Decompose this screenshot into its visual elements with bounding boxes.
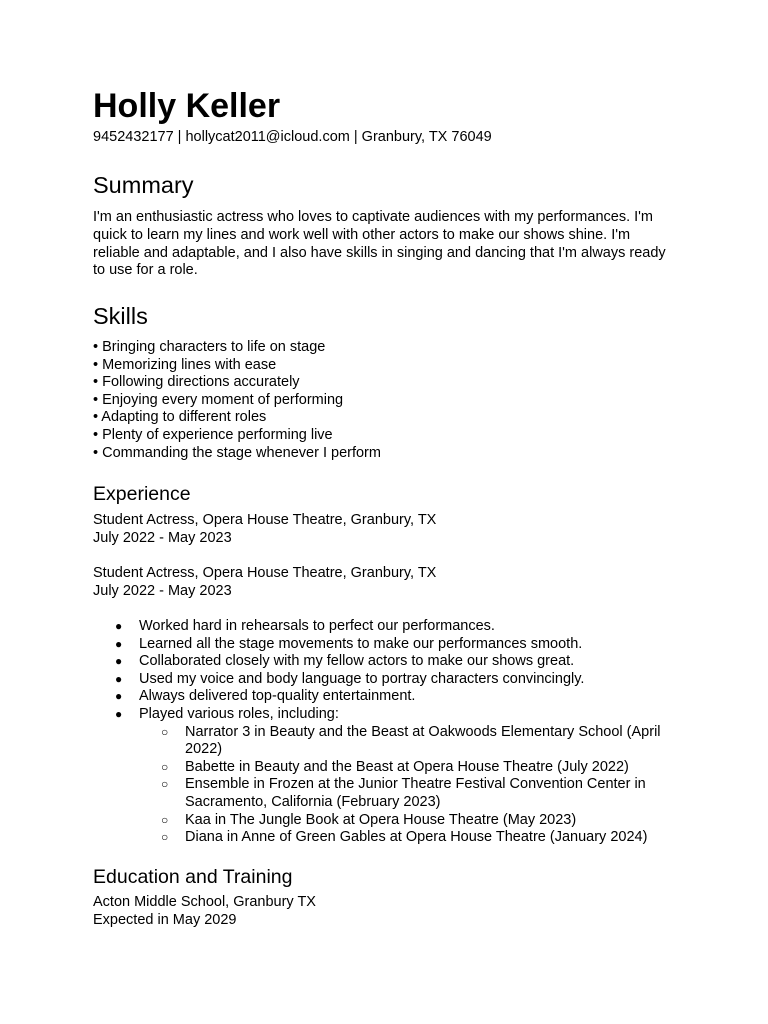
experience-bullets (93, 618, 678, 847)
job-title: Student Actress, Opera House Theatre, Granbury, TX (93, 512, 437, 528)
bullet-text: Collaborated closely with my fellow actors to make our shows great. (139, 653, 575, 670)
experience-heading: Experience (93, 483, 191, 505)
role-item (139, 776, 678, 811)
education-heading: Education and Training (93, 866, 293, 888)
skill-item: • Bringing characters to life on stage (93, 339, 326, 355)
candidate-name: Holly Keller (93, 87, 281, 125)
bullet-text: Learned all the stage movements to make our performances smooth. (139, 635, 583, 652)
experience-entry (93, 512, 436, 547)
job-dates: July 2022 - May 2023 (93, 582, 232, 599)
bullet-icon: ● (115, 671, 123, 686)
skill-item: • Enjoying every moment of performing (93, 391, 344, 408)
roles-list (139, 724, 678, 847)
role-item (139, 759, 678, 777)
skill-item: • Memorizing lines with ease (93, 356, 277, 373)
bullet-text: Worked hard in rehearsals to perfect our performances. (139, 618, 495, 634)
skills-heading: Skills (93, 303, 148, 329)
role-text: Ensemble in Frozen at the Junior Theatre Festival Convention Center in Sacramento, California (February 2023) (185, 776, 646, 810)
bullet-text: Used my voice and body language to portray characters convincingly. (139, 670, 585, 687)
list-item (93, 653, 678, 671)
summary-heading: Summary (93, 172, 194, 198)
role-text: Babette in Beauty and the Beast at Opera House Theatre (July 2022) (185, 758, 629, 775)
role-text: Narrator 3 in Beauty and the Beast at Oakwoods Elementary School (April 2022) (185, 723, 661, 758)
skill-item: • Adapting to different roles (93, 409, 267, 426)
role-item (139, 724, 678, 759)
bullet-icon: ● (115, 689, 123, 704)
role-item (139, 812, 678, 830)
school-name: Acton Middle School, Granbury TX (93, 894, 316, 910)
skill-item: • Following directions accurately (93, 374, 300, 391)
skill-item: • Plenty of experience performing live (93, 426, 333, 443)
bullet-icon: ● (115, 706, 123, 721)
list-item (93, 688, 678, 706)
graduation-date: Expected in May 2029 (93, 911, 237, 928)
list-item (93, 671, 678, 689)
bullet-text: Always delivered top-quality entertainment. (139, 688, 416, 705)
job-dates: July 2022 - May 2023 (93, 529, 232, 546)
education-entry (93, 894, 316, 929)
role-item (139, 829, 678, 847)
bullet-icon: ● (115, 654, 123, 669)
contact-line: 9452432177 | hollycat2011@icloud.com | Granbury, TX 76049 (93, 129, 492, 145)
bullet-icon: ● (115, 619, 123, 633)
summary-text: I'm an enthusiastic actress who loves to captivate audiences with my performances. I'm quick to learn my lines and work well with other actors to make our shows shine. I'm reliable and adaptable, and I also have skills in singing and dancing that I'm always ready to use for a role. (93, 209, 666, 279)
bullet-text: Played various roles, including: (139, 705, 339, 722)
skill-item: • Commanding the stage whenever I perform (93, 444, 381, 461)
role-text: Diana in Anne of Green Gables at Opera House Theatre (January 2024) (185, 829, 648, 846)
circle-bullet-icon: ○ (161, 724, 169, 739)
list-item (93, 636, 678, 654)
job-title: Student Actress, Opera House Theatre, Granbury, TX (93, 565, 437, 581)
list-item (93, 618, 678, 636)
bullet-icon: ● (115, 636, 123, 651)
circle-bullet-icon: ○ (161, 759, 169, 774)
skills-list (93, 339, 381, 462)
role-text: Kaa in The Jungle Book at Opera House Theatre (May 2023) (185, 811, 577, 828)
list-item (93, 706, 678, 847)
circle-bullet-icon: ○ (161, 777, 169, 792)
circle-bullet-icon: ○ (161, 812, 169, 827)
circle-bullet-icon: ○ (161, 830, 169, 845)
experience-entry (93, 565, 436, 600)
